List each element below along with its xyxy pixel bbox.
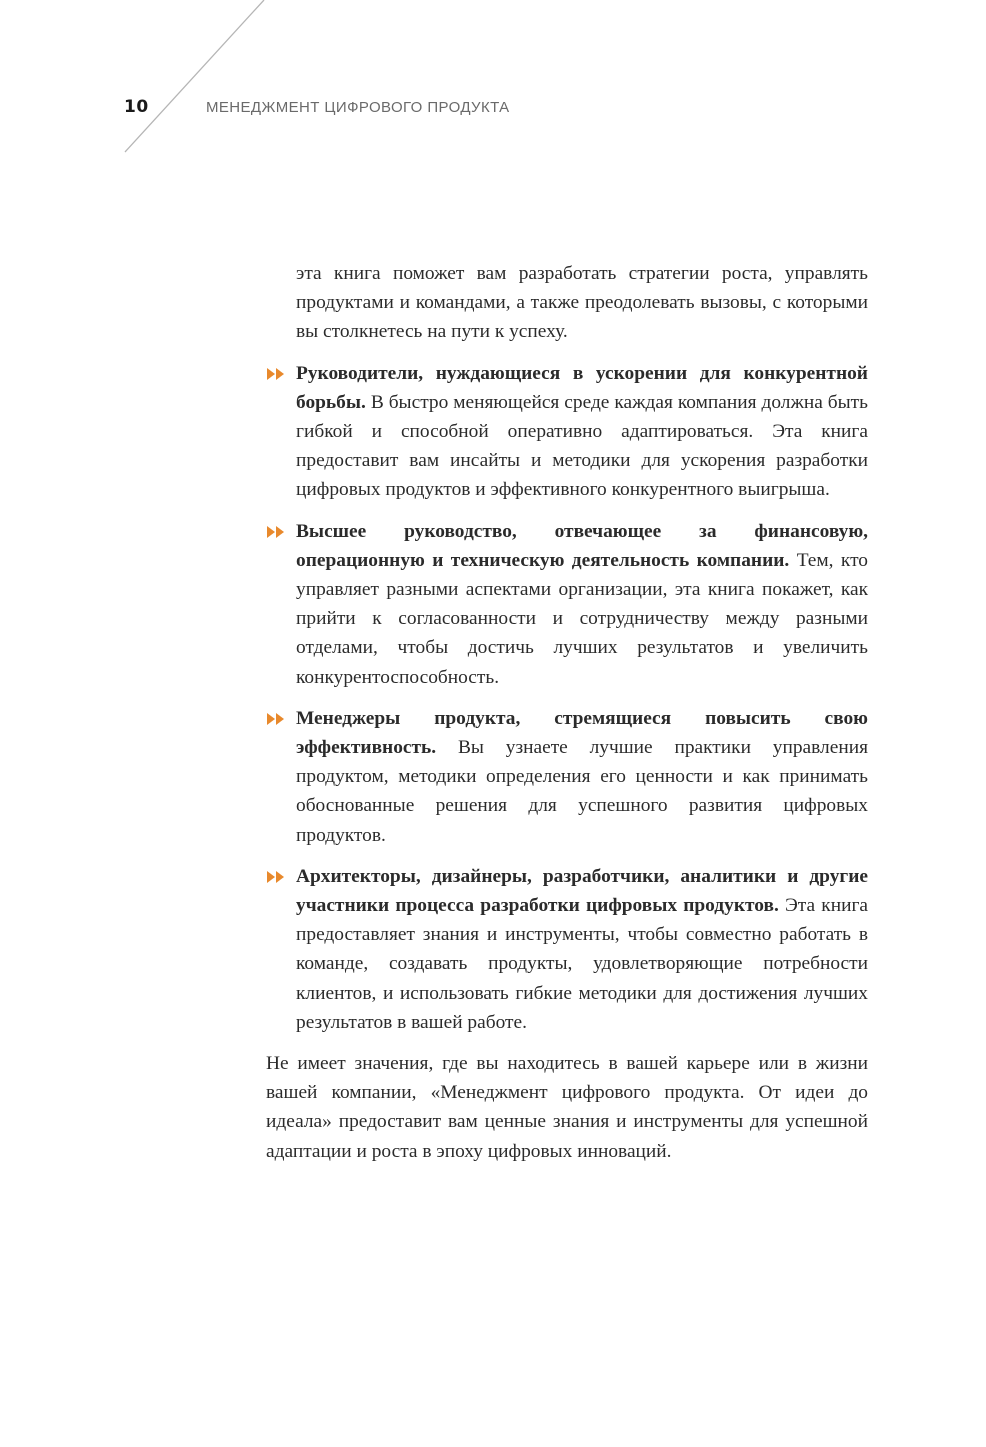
- list-item: [266, 517, 868, 692]
- list-item-text: В быстро меняющейся среде каждая компания должна быть гибкой и способной оперативно адаптироваться. Эта книга предоставит вам инсайты и методики для ускорения разработки цифровых продуктов и эффективного конкурентного выигрыша.: [296, 391, 868, 501]
- page-number: 10: [124, 97, 149, 117]
- list-item: [266, 704, 868, 850]
- list-item: [266, 862, 868, 1037]
- list-item: [266, 359, 868, 505]
- double-chevron-right-icon: [266, 712, 288, 726]
- list-item-text: Тем, кто управляет разными аспектами организации, эта книга покажет, как прийти к согласованности и сотрудничеству между разными отделами, чтобы достичь лучших результатов и увеличить конкурентоспособность.: [296, 549, 868, 688]
- double-chevron-right-icon: [266, 367, 288, 381]
- list-item-title: Руководители, нуждающиеся в ускорении для конкурентной борьбы.: [296, 362, 868, 413]
- list-item-title: Архитекторы, дизайнеры, разработчики, аналитики и другие участники процесса разработки цифровых продуктов.: [296, 865, 868, 917]
- running-title: МЕНЕДЖМЕНТ ЦИФРОВОГО ПРОДУКТА: [206, 99, 510, 116]
- list-item-title: Высшее руководство, отвечающее за финансовую, операционную и техническую деятельность компании.: [296, 520, 868, 571]
- double-chevron-right-icon: [266, 870, 288, 884]
- list-item-title: Менеджеры продукта, стремящиеся повысить свою эффективность.: [296, 707, 868, 759]
- lead-in-paragraph: эта книга поможет вам разработать стратегии роста, управлять продуктами и командами, а также преодолевать вызовы, с которыми вы столкнетесь на пути к успеху.: [296, 263, 868, 343]
- list-item-text: Вы узнаете лучшие практики управления продуктом, методики определения его ценности и как принимать обоснованные решения для успешного развития цифровых продуктов.: [296, 737, 868, 846]
- audience-list: [266, 359, 868, 1037]
- list-item-text: Эта книга предоставляет знания и инструменты, чтобы совместно работать в команде, создавать продукты, удовлетворяющие потребности клиентов, и использовать гибкие методики для достижения лучших результатов в вашей работе.: [296, 895, 869, 1033]
- closing-paragraph: Не имеет значения, где вы находитесь в вашей карьере или в жизни вашей компании, «Менеджмент цифрового продукта. От идеи до идеала» предоставит вам ценные знания и инструменты для успешной адаптации и роста в эпоху цифровых инноваций.: [266, 1053, 868, 1162]
- double-chevron-right-icon: [266, 525, 288, 539]
- body-text: [266, 259, 868, 1166]
